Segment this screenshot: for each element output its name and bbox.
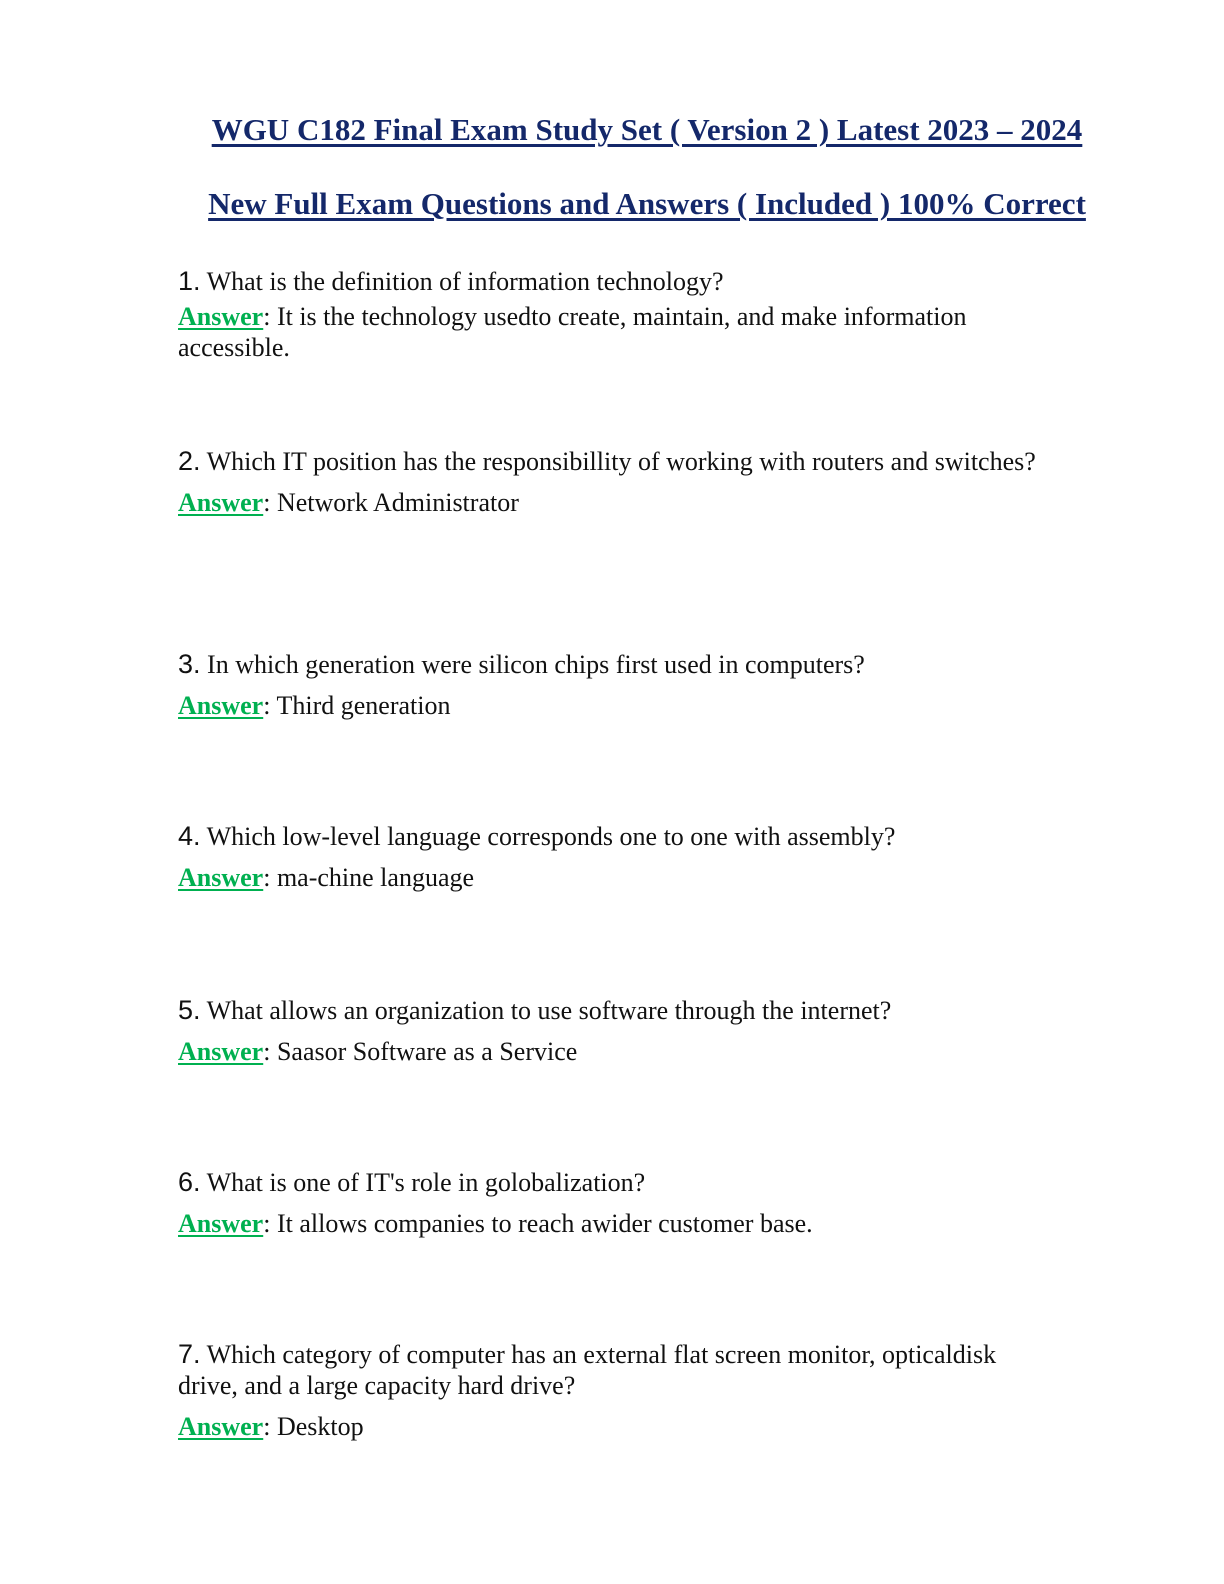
answer-colon: : — [263, 302, 271, 331]
answer-colon: : — [263, 691, 271, 720]
question-text — [178, 446, 1058, 477]
question-number: 7 — [178, 1339, 194, 1369]
answer-text — [178, 1036, 1058, 1067]
question-number: 4 — [178, 821, 194, 851]
question-body: Which low-level language corresponds one to one with assembly? — [206, 822, 896, 851]
question-item — [178, 649, 1058, 721]
answer-colon: : — [263, 488, 271, 517]
answer-label: Answer — [178, 1412, 264, 1441]
question-body: What is the definition of information technology? — [206, 267, 724, 296]
answer-body: It is the technology usedto create, maintain, and make information accessible. — [178, 302, 967, 362]
number-dot: . — [193, 649, 201, 679]
answer-colon: : — [263, 863, 271, 892]
title-text-1: WGU C182 Final Exam Study Set ( Version 2 ) Latest 2023 – 2024 — [211, 112, 1083, 147]
number-dot: . — [193, 995, 201, 1025]
question-item — [178, 995, 1058, 1067]
answer-text — [178, 487, 1058, 518]
question-text — [178, 649, 1058, 680]
title-text-2: New Full Exam Questions and Answers ( Included ) 100% Correct — [208, 186, 1086, 221]
number-dot: . — [193, 1339, 201, 1369]
answer-body: It allows companies to reach awider customer base. — [276, 1209, 813, 1238]
question-item — [178, 446, 1058, 518]
answer-text — [178, 690, 1058, 721]
question-item — [178, 266, 1058, 363]
answer-body: Saasor Software as a Service — [276, 1037, 578, 1066]
question-text — [178, 1167, 1058, 1198]
question-item — [178, 821, 1058, 893]
answer-colon: : — [263, 1209, 271, 1238]
document-title-line-2 — [0, 186, 1224, 222]
question-body: Which IT position has the responsibillity of working with routers and switches? — [206, 447, 1036, 476]
question-body: What allows an organization to use software through the internet? — [206, 996, 892, 1025]
answer-label: Answer — [178, 1037, 264, 1066]
answer-colon: : — [263, 1037, 271, 1066]
answer-text — [178, 862, 1058, 893]
question-text — [178, 995, 1058, 1026]
answer-body: Third generation — [276, 691, 451, 720]
question-number: 3 — [178, 649, 194, 679]
question-item — [178, 1167, 1058, 1239]
question-number: 6 — [178, 1167, 194, 1197]
question-item — [178, 1339, 1058, 1442]
question-body: What is one of IT's role in golobalization? — [206, 1168, 646, 1197]
answer-label: Answer — [178, 1209, 264, 1238]
question-number: 5 — [178, 995, 194, 1025]
answer-body: Desktop — [276, 1412, 364, 1441]
answer-label: Answer — [178, 691, 264, 720]
number-dot: . — [193, 821, 201, 851]
question-body: In which generation were silicon chips first used in computers? — [207, 650, 865, 679]
answer-text — [178, 301, 1058, 363]
answer-label: Answer — [178, 302, 264, 331]
answer-label: Answer — [178, 488, 264, 517]
question-text — [178, 821, 1058, 852]
question-body: Which category of computer has an external flat screen monitor, opticaldisk drive, and a large capacity hard drive? — [178, 1340, 997, 1400]
answer-colon: : — [263, 1412, 271, 1441]
answer-label: Answer — [178, 863, 264, 892]
answer-text — [178, 1208, 1058, 1239]
document-title-line-1 — [0, 112, 1224, 148]
number-dot: . — [193, 446, 201, 476]
answer-body: Network Administrator — [276, 488, 519, 517]
answer-text — [178, 1411, 1058, 1442]
number-dot: . — [193, 266, 201, 296]
number-dot: . — [193, 1167, 201, 1197]
question-number: 2 — [178, 446, 194, 476]
question-text — [178, 1339, 1058, 1401]
question-text — [178, 266, 1058, 297]
question-number: 1 — [178, 266, 194, 296]
answer-body: ma-chine language — [276, 863, 475, 892]
